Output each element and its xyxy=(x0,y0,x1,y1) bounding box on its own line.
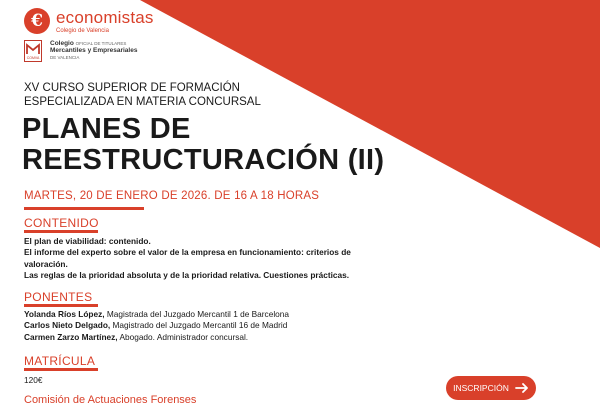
footer-commission: Comisión de Actuaciones Forenses xyxy=(24,394,197,406)
course-line-1: XV CURSO SUPERIOR DE FORMACIÓN xyxy=(24,82,240,94)
matricula-price: 120€ xyxy=(24,375,43,385)
arrow-right-icon xyxy=(515,383,529,393)
course-heading xyxy=(24,82,261,109)
inscripcion-button[interactable] xyxy=(446,376,536,400)
colegio-logo xyxy=(24,40,137,62)
ponente-role: Abogado. Administrador concursal. xyxy=(117,331,249,342)
inscripcion-label: INSCRIPCIÓN xyxy=(453,383,509,393)
contenido-list xyxy=(24,236,351,282)
colegio-label-2: Mercantiles y Empresariales xyxy=(50,47,138,55)
contenido-item: El informe del experto sobre el valor de la empresa en funcionamiento: criterios de xyxy=(24,247,351,258)
ponente-name: Carlos Nieto Delgado, xyxy=(24,320,111,331)
colegio-label-1: Colegio xyxy=(50,40,74,47)
ponente-name: Carmen Zarzo Martínez, xyxy=(24,331,118,342)
economistas-logo-icon: € xyxy=(24,8,50,34)
ponente-role: Magistrada del Juzgado Mercantil 1 de Barcelona xyxy=(104,309,290,319)
contenido-heading: CONTENIDO xyxy=(24,216,99,230)
contenido-divider xyxy=(24,230,98,233)
contenido-item: Las reglas de la prioridad absoluta y de la prioridad relativa. Cuestiones prácticas. xyxy=(24,270,350,281)
ponente-name: Yolanda Ríos López, xyxy=(24,309,105,319)
economistas-logo xyxy=(24,8,154,34)
colegio-shield-icon xyxy=(24,40,42,62)
contenido-item: El plan de viabilidad: contenido. xyxy=(24,236,151,246)
ponentes-heading: PONENTES xyxy=(24,290,93,304)
economistas-subtitle: Colegio de Valencia xyxy=(56,27,109,34)
ponente-row xyxy=(24,309,289,320)
title-line-1: PLANES DE xyxy=(22,113,191,145)
shield-caption: COMVA xyxy=(26,56,40,60)
page-title xyxy=(22,114,384,176)
matricula-divider xyxy=(24,368,98,371)
contenido-item: valoración. xyxy=(24,258,68,269)
matricula-heading: MATRÍCULA xyxy=(24,354,96,368)
ponente-role: Magistrado del Juzgado Mercantil 16 de Madrid xyxy=(110,320,288,331)
ponente-row xyxy=(24,332,289,343)
title-line-2: REESTRUCTURACIÓN (II) xyxy=(22,144,385,176)
colegio-label-3: DE VALENCIA xyxy=(50,54,80,60)
ponentes-divider xyxy=(24,304,98,307)
ponentes-list xyxy=(24,309,289,343)
date-divider xyxy=(24,207,144,210)
course-line-2: ESPECIALIZADA EN MATERIA CONCURSAL xyxy=(24,95,261,108)
event-date: MARTES, 20 DE ENERO DE 2026. DE 16 A 18 HORAS xyxy=(24,190,320,202)
economistas-name: economistas xyxy=(56,7,154,27)
ponente-row xyxy=(24,320,289,331)
colegio-label-1-small: OFICIAL DE TITULARES xyxy=(75,41,127,46)
